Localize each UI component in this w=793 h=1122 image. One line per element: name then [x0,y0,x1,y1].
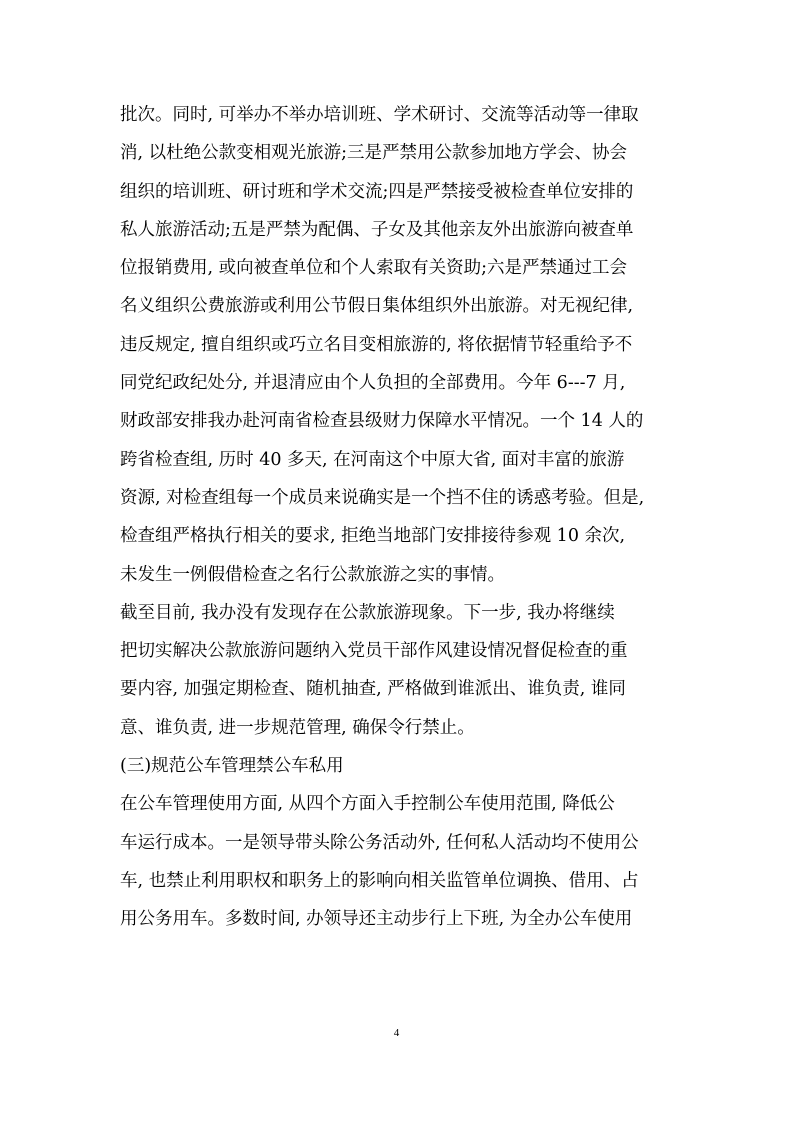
text-line: 违反规定, 擅自组织或巧立名目变相旅游的, 将依据情节轻重给予不 [120,334,633,355]
text-line: 批次。同时, 可举办不举办培训班、学术研讨、交流等活动等一律取 [120,105,639,125]
text-line: 车, 也禁止利用职权和职务上的影响向相关监管单位调换、借用、占 [120,870,639,891]
text-line: 截至目前, 我办没有发现存在公款旅游现象。下一步, 我办将继续 [120,602,615,623]
text-line: 资源, 对检查组每一个成员来说确实是一个挡不住的诱惑考验。但是, [120,487,645,508]
text-line: 要内容, 加强定期检查、随机抽查, 严格做到谁派出、谁负责, 谁同 [120,679,626,700]
text-line: 在公车管理使用方面, 从四个方面入手控制公车使用范围, 降低公 [120,794,615,815]
text-line: 组织的培训班、研讨班和学术交流;四是严禁接受被检查单位安排的 [120,181,634,202]
text-line: 跨省检查组, 历时 40 多天, 在河南这个中原大省, 面对丰富的旅游 [120,449,625,470]
page-number: 4 [393,1027,400,1039]
body-text [120,96,680,939]
text-line: 把切实解决公款旅游问题纳入党员干部作风建设情况督促检查的重 [120,641,628,662]
text-line: 同党纪政纪处分, 并退清应由个人负担的全部费用。今年 6---7 月, [120,373,626,394]
text-line: 私人旅游活动;五是严禁为配偶、子女及其他亲友外出旅游向被查单 [120,219,634,240]
text-line: 消, 以杜绝公款变相观光旅游;三是严禁用公款参加地方学会、协会 [120,143,628,164]
text-line: 车运行成本。一是领导带头除公务活动外, 任何私人活动均不使用公 [120,832,639,853]
section-heading: (三)规范公车管理禁公车私用 [120,756,344,777]
text-line: 用公务用车。多数时间, 办领导还主动步行上下班, 为全办公车使用 [120,909,633,930]
text-line: 检查组严格执行相关的要求, 拒绝当地部门安排接待参观 10 余次, [120,526,626,547]
text-line: 名义组织公费旅游或利用公节假日集体组织外出旅游。对无视纪律, [120,296,634,317]
text-line: 未发生一例假借检查之名行公款旅游之实的事情。 [120,564,505,585]
text-line: 位报销费用, 或向被查单位和个人索取有关资助;六是严禁通过工会 [120,258,628,279]
text-line: 意、谁负责, 进一步规范管理, 确保令行禁止。 [120,717,475,738]
text-line: 财政部安排我办赴河南省检查县级财力保障水平情况。一个 14 人的 [120,411,644,432]
